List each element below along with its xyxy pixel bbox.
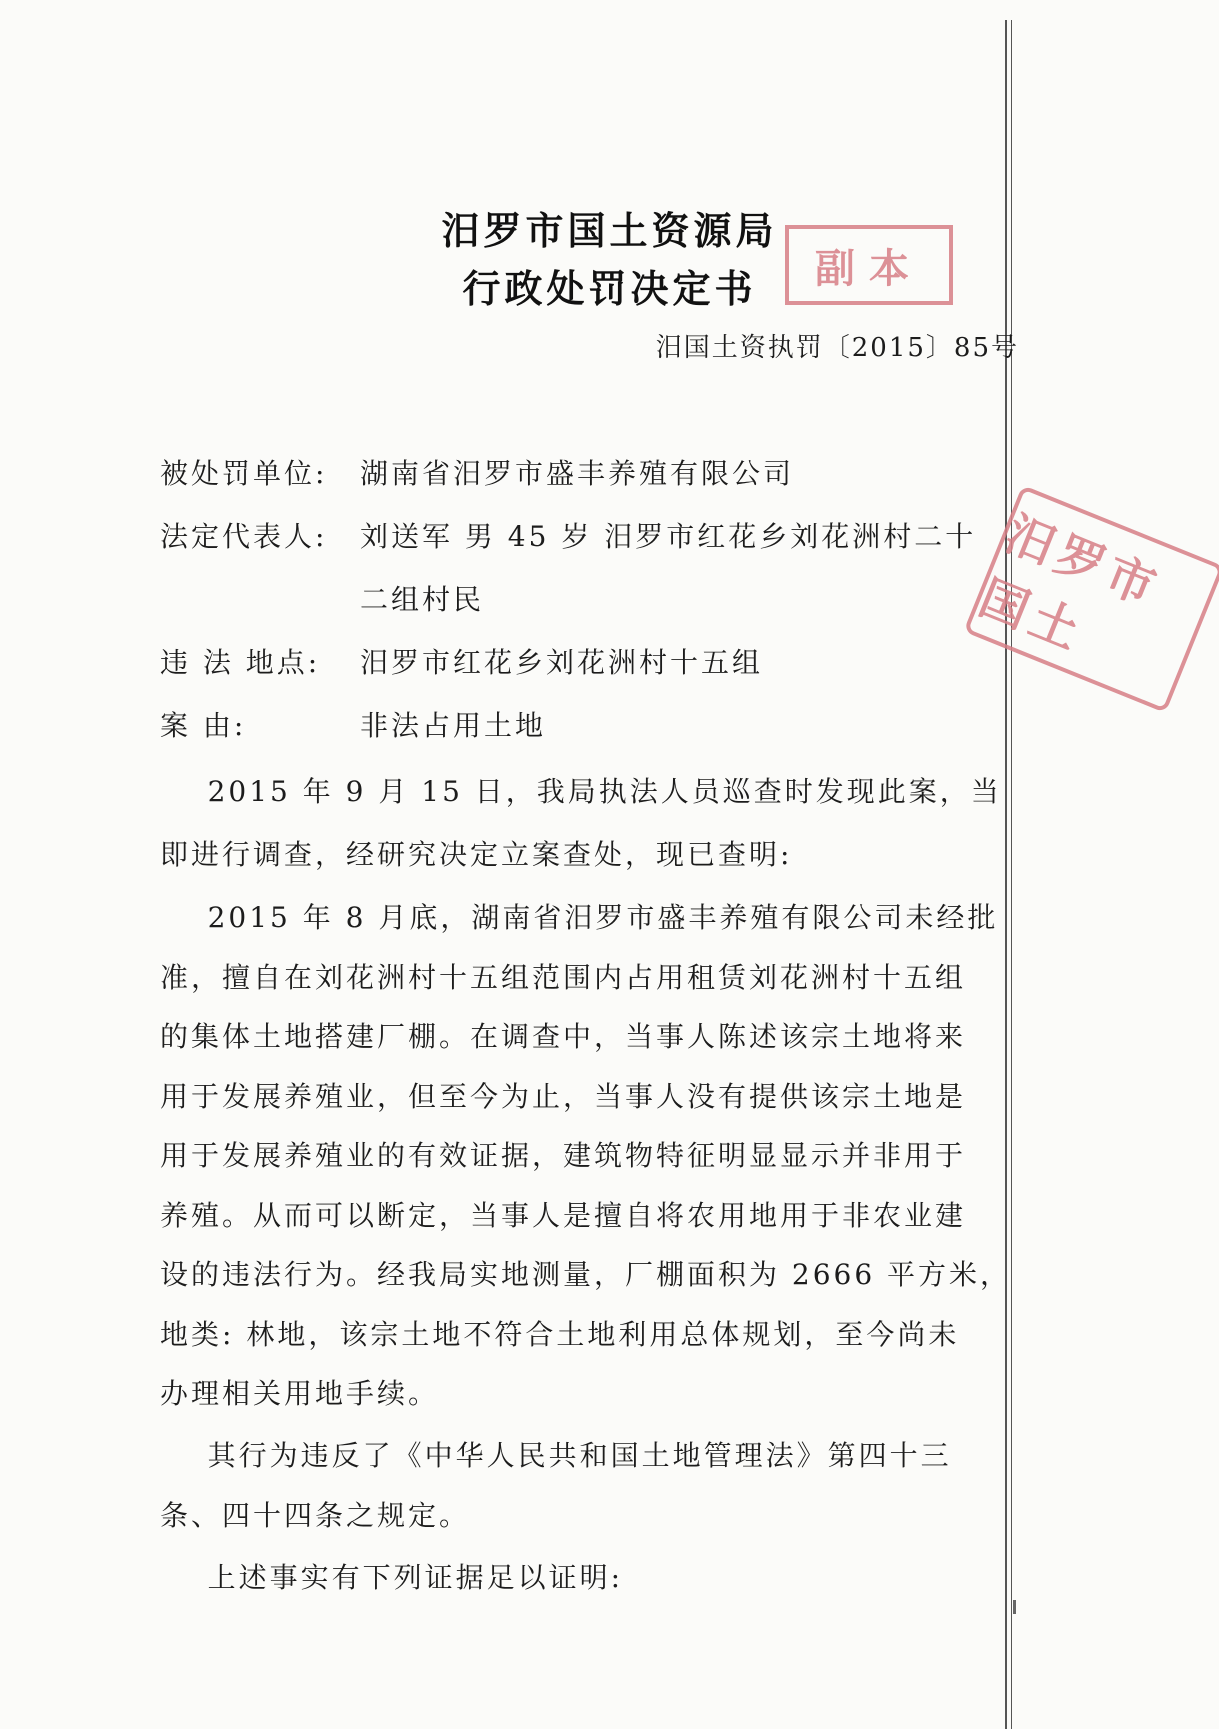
doc-title-line1: 汨罗市国土资源局 — [441, 209, 778, 253]
body-line: 地类: 林地，该宗土地不符合土地利用总体规划，至今尚未 — [160, 1318, 960, 1351]
document-number: 汨国土资执罚〔2015〕85号 — [655, 333, 1019, 363]
body-line: 其行为违反了《中华人民共和国土地管理法》第四十三 — [160, 1439, 952, 1472]
place-label: 违 法 地点: — [160, 646, 321, 679]
doc-title-line2: 行政处罚决定书 — [462, 267, 757, 311]
body-line: 办理相关用地手续。 — [160, 1377, 440, 1410]
copy-stamp: 副本 — [785, 225, 953, 305]
place-value: 汨罗市红花乡刘花洲村十五组 — [360, 646, 764, 679]
body-line: 的集体土地搭建厂棚。在调查中，当事人陈述该宗土地将来 — [160, 1020, 967, 1053]
rep-value-cont: 二组村民 — [360, 583, 485, 616]
party-value: 湖南省汨罗市盛丰养殖有限公司 — [360, 457, 795, 490]
body-line: 用于发展养殖业的有效证据，建筑物特征明显显示并非用于 — [160, 1139, 967, 1172]
rep-label: 法定代表人: — [160, 520, 328, 553]
page-mark — [1013, 1600, 1016, 1614]
body-line: 2015 年 9 月 15 日，我局执法人员巡查时发现此案，当 — [160, 775, 1002, 808]
rep-value: 刘送军 男 45 岁 汨罗市红花乡刘花洲村二十 — [360, 520, 977, 553]
body-line: 准，擅自在刘花洲村十五组范围内占用租赁刘花洲村十五组 — [160, 961, 967, 994]
body-line: 即进行调查，经研究决定立案查处，现已查明: — [160, 838, 793, 871]
seam-seal-stamp: 汨罗市国土 — [963, 485, 1219, 713]
body-line: 养殖。从而可以断定，当事人是擅自将农用地用于非农业建 — [160, 1199, 967, 1232]
cause-row — [160, 704, 547, 744]
rep-row — [160, 515, 977, 555]
party-row — [160, 452, 795, 492]
body-line: 上述事实有下列证据足以证明: — [160, 1561, 624, 1594]
cause-value: 非法占用土地 — [360, 709, 547, 742]
body-line: 设的违法行为。经我局实地测量，厂棚面积为 2666 平方米， — [160, 1258, 1012, 1291]
place-row — [160, 641, 764, 681]
body-line: 条、四十四条之规定。 — [160, 1499, 471, 1532]
body-line: 用于发展养殖业，但至今为止，当事人没有提供该宗土地是 — [160, 1080, 967, 1113]
body-line: 2015 年 8 月底，湖南省汨罗市盛丰养殖有限公司未经批 — [160, 901, 999, 934]
party-label: 被处罚单位: — [160, 457, 328, 490]
cause-label: 案 由: — [160, 709, 247, 742]
